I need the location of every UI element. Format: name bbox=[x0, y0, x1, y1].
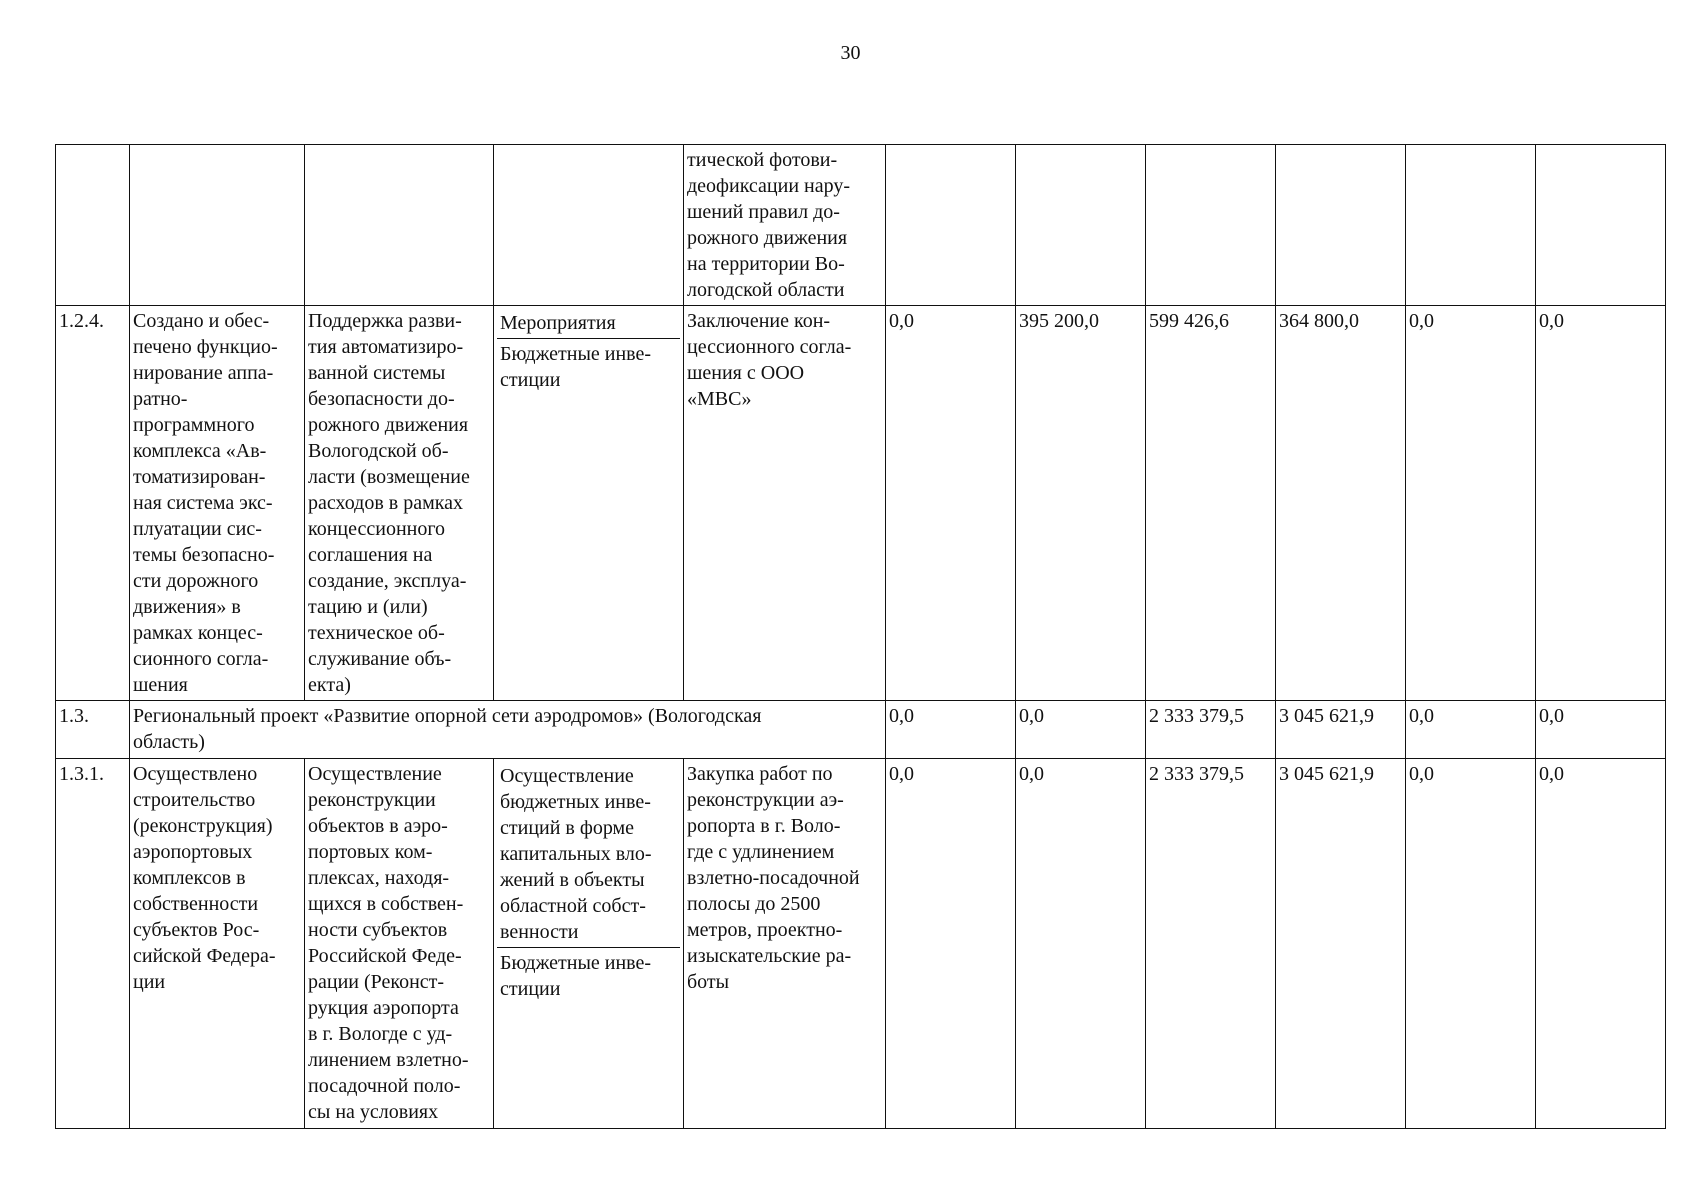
event-cell bbox=[305, 145, 494, 306]
table-row bbox=[56, 306, 1666, 701]
value-cell: 0,0 bbox=[1016, 701, 1146, 759]
value-cell bbox=[1276, 145, 1406, 306]
type-cell bbox=[494, 759, 684, 1129]
type-sub-bottom: Бюджетные инве- стиции bbox=[500, 952, 652, 1000]
row-id-cell bbox=[56, 145, 130, 306]
value-cell: 599 426,6 bbox=[1146, 306, 1276, 701]
value-cell: 3 045 621,9 bbox=[1276, 759, 1406, 1129]
value-cell: 2 333 379,5 bbox=[1146, 759, 1276, 1129]
event-cell: Осуществление реконструкции объектов в аэро- портовых ком- плексах, находя- щихся в собствен- ности субъектов Российской Феде- рации (Реконст- рукция аэропорта в г. Вологде с уд- линением взлетно- посадочной поло- сы на условиях bbox=[305, 759, 494, 1129]
basis-cell: Заключение кон- цессионного согла- шения с ООО «МВС» bbox=[684, 306, 886, 701]
value-cell bbox=[1406, 145, 1536, 306]
value-cell: 0,0 bbox=[1536, 306, 1666, 701]
value-cell: 364 800,0 bbox=[1276, 306, 1406, 701]
table-row bbox=[56, 701, 1666, 759]
value-cell: 0,0 bbox=[886, 759, 1016, 1129]
document-table bbox=[55, 144, 1666, 1129]
table-row bbox=[56, 145, 1666, 306]
value-cell: 395 200,0 bbox=[1016, 306, 1146, 701]
value-cell: 2 333 379,5 bbox=[1146, 701, 1276, 759]
value-cell: 0,0 bbox=[1536, 701, 1666, 759]
event-cell: Поддержка разви- тия автоматизиро- ванной системы безопасности до- рожного движения Вологодской об- ласти (возмещение расходов в рамках концессионного соглашения на создание, эксплуа- тацию и (или) техническое об- служивание объ- екта) bbox=[305, 306, 494, 701]
value-cell bbox=[886, 145, 1016, 306]
row-id-cell: 1.2.4. bbox=[56, 306, 130, 701]
basis-cell: тической фотови- деофиксации нару- шений правил до- рожного движения на территории Во- логодской области bbox=[684, 145, 886, 306]
type-sub-top: Мероприятия bbox=[497, 308, 680, 339]
value-cell: 3 045 621,9 bbox=[1276, 701, 1406, 759]
type-cell bbox=[494, 145, 684, 306]
row-id-cell: 1.3. bbox=[56, 701, 130, 759]
project-title-cell: Региональный проект «Развитие опорной сети аэродромов» (Вологодская область) bbox=[130, 701, 886, 759]
type-sub-top: Осуществление бюджетных инве- стиций в форме капитальных вло- жений в объекты областной собст- венности bbox=[497, 761, 680, 948]
table-row bbox=[56, 759, 1666, 1129]
result-cell bbox=[130, 145, 305, 306]
value-cell: 0,0 bbox=[1536, 759, 1666, 1129]
value-cell: 0,0 bbox=[1406, 306, 1536, 701]
type-cell bbox=[494, 306, 684, 701]
page-number: 30 bbox=[840, 42, 861, 64]
value-cell: 0,0 bbox=[1016, 759, 1146, 1129]
value-cell bbox=[1016, 145, 1146, 306]
type-sub-bottom: Бюджетные инве- стиции bbox=[500, 343, 652, 391]
value-cell: 0,0 bbox=[886, 306, 1016, 701]
row-id-cell: 1.3.1. bbox=[56, 759, 130, 1129]
value-cell: 0,0 bbox=[886, 701, 1016, 759]
value-cell: 0,0 bbox=[1406, 701, 1536, 759]
result-cell: Создано и обес- печено функцио- нирование аппа- ратно- программного комплекса «Ав- томатизирован- ная система экс- плуатации сис- темы безопасно- сти дорожного движения» в рамках концес- сионного согла- шения bbox=[130, 306, 305, 701]
value-cell bbox=[1146, 145, 1276, 306]
value-cell bbox=[1536, 145, 1666, 306]
value-cell: 0,0 bbox=[1406, 759, 1536, 1129]
basis-cell: Закупка работ по реконструкции аэ- ропорта в г. Воло- где с удлинением взлетно-посадочной полосы до 2500 метров, проектно- изыскательские ра- боты bbox=[684, 759, 886, 1129]
result-cell: Осуществлено строительство (реконструкция) аэропортовых комплексов в собственности субъектов Рос- сийской Федера- ции bbox=[130, 759, 305, 1129]
